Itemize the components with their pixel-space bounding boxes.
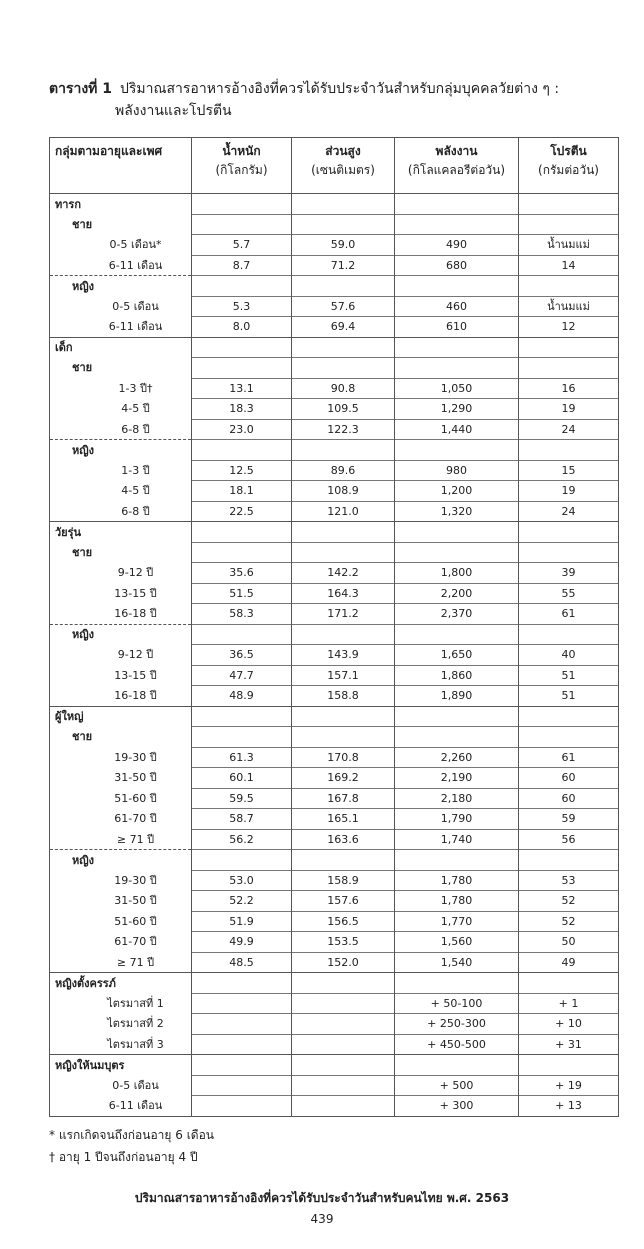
row-label: ≥ 71 ปี bbox=[50, 952, 192, 973]
page-number: 439 bbox=[310, 1212, 334, 1226]
row-label: 9-12 ปี bbox=[50, 563, 192, 584]
table-title-line2: พลังงานและโปรตีน bbox=[115, 103, 232, 119]
cell-weight bbox=[192, 706, 292, 727]
cell-energy: 1,860 bbox=[395, 665, 519, 686]
cell-height: 71.2 bbox=[292, 255, 395, 276]
cell-weight bbox=[192, 727, 292, 748]
cell-protein bbox=[519, 358, 619, 379]
table-title: ปริมาณสารอาหารอ้างอิงที่ควรได้รับประจำวันสำหรับกลุ่มบุคคลวัยต่าง ๆ : bbox=[120, 81, 560, 97]
cell-energy: 1,780 bbox=[395, 891, 519, 912]
cell-energy: 980 bbox=[395, 460, 519, 481]
row-label: 13-15 ปี bbox=[50, 583, 192, 604]
cell-protein: 24 bbox=[519, 419, 619, 440]
sex-row bbox=[50, 850, 619, 871]
cell-height: 108.9 bbox=[292, 481, 395, 502]
row-label: 6-8 ปี bbox=[50, 419, 192, 440]
cell-weight bbox=[192, 440, 292, 461]
table-row bbox=[50, 768, 619, 789]
cell-height: 157.1 bbox=[292, 665, 395, 686]
cell-height bbox=[292, 276, 395, 297]
cell-protein bbox=[519, 973, 619, 994]
cell-protein: น้ำนมแม่ bbox=[519, 296, 619, 317]
cell-energy: + 450-500 bbox=[395, 1034, 519, 1055]
cell-protein bbox=[519, 337, 619, 358]
cell-weight: 49.9 bbox=[192, 932, 292, 953]
row-label: 6-11 เดือน bbox=[50, 1096, 192, 1117]
group-row bbox=[50, 1055, 619, 1076]
table-row bbox=[50, 481, 619, 502]
row-label: หญิงให้นมบุตร bbox=[50, 1055, 192, 1076]
group-row bbox=[50, 194, 619, 215]
cell-energy: 1,770 bbox=[395, 911, 519, 932]
cell-height bbox=[292, 194, 395, 215]
table-row bbox=[50, 1014, 619, 1035]
cell-energy: 1,560 bbox=[395, 932, 519, 953]
row-label: 51-60 ปี bbox=[50, 788, 192, 809]
cell-height bbox=[292, 440, 395, 461]
table-row bbox=[50, 645, 619, 666]
cell-protein: 52 bbox=[519, 891, 619, 912]
cell-energy: 1,290 bbox=[395, 399, 519, 420]
cell-height: 156.5 bbox=[292, 911, 395, 932]
cell-protein: 55 bbox=[519, 583, 619, 604]
table-row bbox=[50, 993, 619, 1014]
row-label: 19-30 ปี bbox=[50, 747, 192, 768]
table-number: ตารางที่ 1 bbox=[49, 81, 113, 97]
cell-weight: 51.5 bbox=[192, 583, 292, 604]
row-label: 6-11 เดือน bbox=[50, 255, 192, 276]
row-label: 0-5 เดือน bbox=[50, 296, 192, 317]
group-row bbox=[50, 973, 619, 994]
cell-protein: 61 bbox=[519, 747, 619, 768]
cell-protein: 24 bbox=[519, 501, 619, 522]
cell-weight: 59.5 bbox=[192, 788, 292, 809]
cell-weight bbox=[192, 993, 292, 1014]
row-label: 4-5 ปี bbox=[50, 481, 192, 502]
cell-weight bbox=[192, 1034, 292, 1055]
cell-weight: 48.9 bbox=[192, 686, 292, 707]
row-label: หญิง bbox=[50, 850, 192, 871]
row-label: 13-15 ปี bbox=[50, 665, 192, 686]
cell-protein: 19 bbox=[519, 481, 619, 502]
table-row bbox=[50, 829, 619, 850]
row-label: ผู้ใหญ่ bbox=[50, 706, 192, 727]
cell-protein: น้ำนมแม่ bbox=[519, 235, 619, 256]
row-label: 19-30 ปี bbox=[50, 870, 192, 891]
cell-weight: 52.2 bbox=[192, 891, 292, 912]
sex-row bbox=[50, 727, 619, 748]
cell-weight: 60.1 bbox=[192, 768, 292, 789]
cell-height: 142.2 bbox=[292, 563, 395, 584]
table-row bbox=[50, 419, 619, 440]
row-label: 6-11 เดือน bbox=[50, 317, 192, 338]
table-row bbox=[50, 891, 619, 912]
cell-energy: + 50-100 bbox=[395, 993, 519, 1014]
row-label: 1-3 ปี† bbox=[50, 378, 192, 399]
cell-energy: 2,180 bbox=[395, 788, 519, 809]
row-label: เด็ก bbox=[50, 337, 192, 358]
cell-height: 89.6 bbox=[292, 460, 395, 481]
cell-protein: 51 bbox=[519, 686, 619, 707]
group-row bbox=[50, 706, 619, 727]
table-row bbox=[50, 870, 619, 891]
table-row bbox=[50, 296, 619, 317]
cell-height bbox=[292, 522, 395, 543]
cell-energy: 1,890 bbox=[395, 686, 519, 707]
energy-protein-table bbox=[49, 137, 619, 1117]
row-label: ไตรมาสที่ 2 bbox=[50, 1014, 192, 1035]
cell-energy bbox=[395, 542, 519, 563]
cell-height bbox=[292, 542, 395, 563]
sex-row bbox=[50, 542, 619, 563]
header-height: ส่วนสูง (เซนติเมตร) bbox=[292, 138, 395, 194]
cell-energy bbox=[395, 706, 519, 727]
header-weight: น้ำหนัก (กิโลกรัม) bbox=[192, 138, 292, 194]
header-protein: โปรตีน (กรัมต่อวัน) bbox=[519, 138, 619, 194]
cell-height: 121.0 bbox=[292, 501, 395, 522]
cell-height bbox=[292, 1075, 395, 1096]
cell-height: 158.9 bbox=[292, 870, 395, 891]
cell-weight bbox=[192, 1014, 292, 1035]
cell-protein bbox=[519, 276, 619, 297]
cell-protein: + 31 bbox=[519, 1034, 619, 1055]
cell-weight: 36.5 bbox=[192, 645, 292, 666]
row-label: หญิง bbox=[50, 624, 192, 645]
cell-height bbox=[292, 973, 395, 994]
cell-energy bbox=[395, 214, 519, 235]
cell-weight bbox=[192, 973, 292, 994]
row-label: 0-5 เดือน bbox=[50, 1075, 192, 1096]
table-row bbox=[50, 952, 619, 973]
row-label: 16-18 ปี bbox=[50, 604, 192, 625]
cell-energy: 2,200 bbox=[395, 583, 519, 604]
cell-height: 167.8 bbox=[292, 788, 395, 809]
cell-weight: 13.1 bbox=[192, 378, 292, 399]
cell-weight: 18.1 bbox=[192, 481, 292, 502]
cell-protein: + 13 bbox=[519, 1096, 619, 1117]
cell-protein: 49 bbox=[519, 952, 619, 973]
cell-height bbox=[292, 1096, 395, 1117]
cell-protein: + 1 bbox=[519, 993, 619, 1014]
table-row bbox=[50, 788, 619, 809]
table-row bbox=[50, 563, 619, 584]
cell-protein: 12 bbox=[519, 317, 619, 338]
row-label: หญิง bbox=[50, 276, 192, 297]
cell-height: 170.8 bbox=[292, 747, 395, 768]
cell-protein bbox=[519, 727, 619, 748]
cell-energy bbox=[395, 727, 519, 748]
cell-height: 59.0 bbox=[292, 235, 395, 256]
cell-energy: 610 bbox=[395, 317, 519, 338]
row-label: 4-5 ปี bbox=[50, 399, 192, 420]
cell-height bbox=[292, 337, 395, 358]
cell-protein: 53 bbox=[519, 870, 619, 891]
sex-row bbox=[50, 440, 619, 461]
cell-energy bbox=[395, 337, 519, 358]
cell-protein: 39 bbox=[519, 563, 619, 584]
cell-height: 57.6 bbox=[292, 296, 395, 317]
cell-height bbox=[292, 706, 395, 727]
table-row bbox=[50, 501, 619, 522]
cell-protein: 60 bbox=[519, 788, 619, 809]
row-label: 6-8 ปี bbox=[50, 501, 192, 522]
cell-weight bbox=[192, 850, 292, 871]
cell-energy: 2,370 bbox=[395, 604, 519, 625]
cell-weight bbox=[192, 337, 292, 358]
table-row bbox=[50, 1034, 619, 1055]
table-row bbox=[50, 911, 619, 932]
cell-protein bbox=[519, 542, 619, 563]
cell-height: 157.6 bbox=[292, 891, 395, 912]
table-row bbox=[50, 747, 619, 768]
cell-weight: 47.7 bbox=[192, 665, 292, 686]
cell-height: 143.9 bbox=[292, 645, 395, 666]
cell-weight bbox=[192, 1075, 292, 1096]
cell-weight bbox=[192, 522, 292, 543]
table-row bbox=[50, 399, 619, 420]
row-label: 9-12 ปี bbox=[50, 645, 192, 666]
cell-energy bbox=[395, 194, 519, 215]
group-row bbox=[50, 522, 619, 543]
row-label: 31-50 ปี bbox=[50, 768, 192, 789]
table-row bbox=[50, 235, 619, 256]
cell-height bbox=[292, 624, 395, 645]
cell-energy bbox=[395, 440, 519, 461]
cell-weight bbox=[192, 1096, 292, 1117]
cell-weight bbox=[192, 624, 292, 645]
cell-weight: 58.7 bbox=[192, 809, 292, 830]
row-label: ชาย bbox=[50, 214, 192, 235]
cell-weight: 8.0 bbox=[192, 317, 292, 338]
cell-height: 164.3 bbox=[292, 583, 395, 604]
row-label: ทารก bbox=[50, 194, 192, 215]
row-label: 0-5 เดือน* bbox=[50, 235, 192, 256]
table-row bbox=[50, 932, 619, 953]
row-label: หญิง bbox=[50, 440, 192, 461]
table-caption bbox=[49, 78, 559, 122]
group-row bbox=[50, 337, 619, 358]
cell-energy bbox=[395, 1055, 519, 1076]
cell-weight bbox=[192, 1055, 292, 1076]
cell-protein bbox=[519, 706, 619, 727]
cell-energy: 680 bbox=[395, 255, 519, 276]
row-label: 61-70 ปี bbox=[50, 932, 192, 953]
table-row bbox=[50, 317, 619, 338]
footnote-dagger: † อายุ 1 ปีจนถึงก่อนอายุ 4 ปี bbox=[49, 1150, 198, 1164]
table-row bbox=[50, 665, 619, 686]
cell-height: 169.2 bbox=[292, 768, 395, 789]
row-label: 16-18 ปี bbox=[50, 686, 192, 707]
row-label: 61-70 ปี bbox=[50, 809, 192, 830]
cell-weight bbox=[192, 276, 292, 297]
cell-height bbox=[292, 993, 395, 1014]
cell-energy bbox=[395, 276, 519, 297]
cell-protein: 40 bbox=[519, 645, 619, 666]
table-row bbox=[50, 460, 619, 481]
table-header-row bbox=[50, 138, 619, 194]
cell-energy: 1,790 bbox=[395, 809, 519, 830]
cell-height bbox=[292, 1034, 395, 1055]
cell-energy: 1,200 bbox=[395, 481, 519, 502]
cell-energy: 1,440 bbox=[395, 419, 519, 440]
table-row bbox=[50, 583, 619, 604]
cell-energy: + 300 bbox=[395, 1096, 519, 1117]
cell-weight: 12.5 bbox=[192, 460, 292, 481]
table-row bbox=[50, 1075, 619, 1096]
cell-height: 122.3 bbox=[292, 419, 395, 440]
cell-energy: 1,320 bbox=[395, 501, 519, 522]
table-row bbox=[50, 809, 619, 830]
cell-energy: 1,780 bbox=[395, 870, 519, 891]
cell-weight: 56.2 bbox=[192, 829, 292, 850]
cell-height bbox=[292, 1055, 395, 1076]
cell-protein bbox=[519, 624, 619, 645]
cell-energy: 2,260 bbox=[395, 747, 519, 768]
cell-height bbox=[292, 1014, 395, 1035]
table-row bbox=[50, 686, 619, 707]
row-label: ชาย bbox=[50, 358, 192, 379]
cell-protein bbox=[519, 440, 619, 461]
cell-energy bbox=[395, 358, 519, 379]
cell-energy: 1,650 bbox=[395, 645, 519, 666]
sex-row bbox=[50, 214, 619, 235]
row-label: 31-50 ปี bbox=[50, 891, 192, 912]
cell-protein: 14 bbox=[519, 255, 619, 276]
cell-energy: 460 bbox=[395, 296, 519, 317]
header-energy: พลังงาน (กิโลแคลอรีต่อวัน) bbox=[395, 138, 519, 194]
cell-protein: 51 bbox=[519, 665, 619, 686]
cell-energy: 490 bbox=[395, 235, 519, 256]
page-footer-title: ปริมาณสารอาหารอ้างอิงที่ควรได้รับประจำวันสำหรับคนไทย พ.ศ. 2563 bbox=[134, 1191, 510, 1205]
cell-protein: + 10 bbox=[519, 1014, 619, 1035]
cell-weight: 22.5 bbox=[192, 501, 292, 522]
cell-protein: + 19 bbox=[519, 1075, 619, 1096]
cell-protein: 50 bbox=[519, 932, 619, 953]
cell-height: 152.0 bbox=[292, 952, 395, 973]
cell-height: 171.2 bbox=[292, 604, 395, 625]
row-label: ไตรมาสที่ 1 bbox=[50, 993, 192, 1014]
row-label: 51-60 ปี bbox=[50, 911, 192, 932]
cell-weight: 61.3 bbox=[192, 747, 292, 768]
cell-weight bbox=[192, 542, 292, 563]
cell-height bbox=[292, 214, 395, 235]
row-label: ≥ 71 ปี bbox=[50, 829, 192, 850]
cell-height: 109.5 bbox=[292, 399, 395, 420]
cell-energy bbox=[395, 522, 519, 543]
cell-weight: 23.0 bbox=[192, 419, 292, 440]
cell-height bbox=[292, 850, 395, 871]
cell-energy: 1,050 bbox=[395, 378, 519, 399]
sex-row bbox=[50, 358, 619, 379]
cell-weight: 51.9 bbox=[192, 911, 292, 932]
cell-protein bbox=[519, 850, 619, 871]
sex-row bbox=[50, 624, 619, 645]
footnote-asterisk: * แรกเกิดจนถึงก่อนอายุ 6 เดือน bbox=[49, 1128, 214, 1142]
row-label: ชาย bbox=[50, 542, 192, 563]
cell-energy bbox=[395, 624, 519, 645]
row-label: ชาย bbox=[50, 727, 192, 748]
cell-protein bbox=[519, 1055, 619, 1076]
cell-weight: 5.7 bbox=[192, 235, 292, 256]
row-label: วัยรุ่น bbox=[50, 522, 192, 543]
cell-weight: 35.6 bbox=[192, 563, 292, 584]
cell-height: 165.1 bbox=[292, 809, 395, 830]
cell-protein: 61 bbox=[519, 604, 619, 625]
cell-protein: 56 bbox=[519, 829, 619, 850]
cell-height bbox=[292, 727, 395, 748]
sex-row bbox=[50, 276, 619, 297]
cell-protein: 60 bbox=[519, 768, 619, 789]
cell-protein bbox=[519, 522, 619, 543]
header-group: กลุ่มตามอายุและเพศ bbox=[50, 138, 192, 194]
cell-energy: 1,800 bbox=[395, 563, 519, 584]
table-row bbox=[50, 255, 619, 276]
cell-energy: 2,190 bbox=[395, 768, 519, 789]
cell-protein bbox=[519, 214, 619, 235]
cell-protein bbox=[519, 194, 619, 215]
cell-height: 163.6 bbox=[292, 829, 395, 850]
table-row bbox=[50, 378, 619, 399]
cell-protein: 15 bbox=[519, 460, 619, 481]
cell-weight: 18.3 bbox=[192, 399, 292, 420]
cell-protein: 16 bbox=[519, 378, 619, 399]
cell-weight bbox=[192, 194, 292, 215]
cell-weight: 48.5 bbox=[192, 952, 292, 973]
cell-height: 90.8 bbox=[292, 378, 395, 399]
cell-energy: 1,740 bbox=[395, 829, 519, 850]
row-label: ไตรมาสที่ 3 bbox=[50, 1034, 192, 1055]
row-label: หญิงตั้งครรภ์ bbox=[50, 973, 192, 994]
cell-protein: 19 bbox=[519, 399, 619, 420]
cell-height bbox=[292, 358, 395, 379]
table-row bbox=[50, 1096, 619, 1117]
cell-weight bbox=[192, 214, 292, 235]
cell-weight bbox=[192, 358, 292, 379]
cell-protein: 52 bbox=[519, 911, 619, 932]
cell-energy: + 500 bbox=[395, 1075, 519, 1096]
row-label: 1-3 ปี bbox=[50, 460, 192, 481]
cell-height: 153.5 bbox=[292, 932, 395, 953]
cell-energy: + 250-300 bbox=[395, 1014, 519, 1035]
table-row bbox=[50, 604, 619, 625]
cell-energy: 1,540 bbox=[395, 952, 519, 973]
cell-weight: 58.3 bbox=[192, 604, 292, 625]
cell-energy bbox=[395, 850, 519, 871]
cell-weight: 53.0 bbox=[192, 870, 292, 891]
cell-weight: 5.3 bbox=[192, 296, 292, 317]
cell-weight: 8.7 bbox=[192, 255, 292, 276]
cell-height: 158.8 bbox=[292, 686, 395, 707]
cell-height: 69.4 bbox=[292, 317, 395, 338]
cell-energy bbox=[395, 973, 519, 994]
cell-protein: 59 bbox=[519, 809, 619, 830]
